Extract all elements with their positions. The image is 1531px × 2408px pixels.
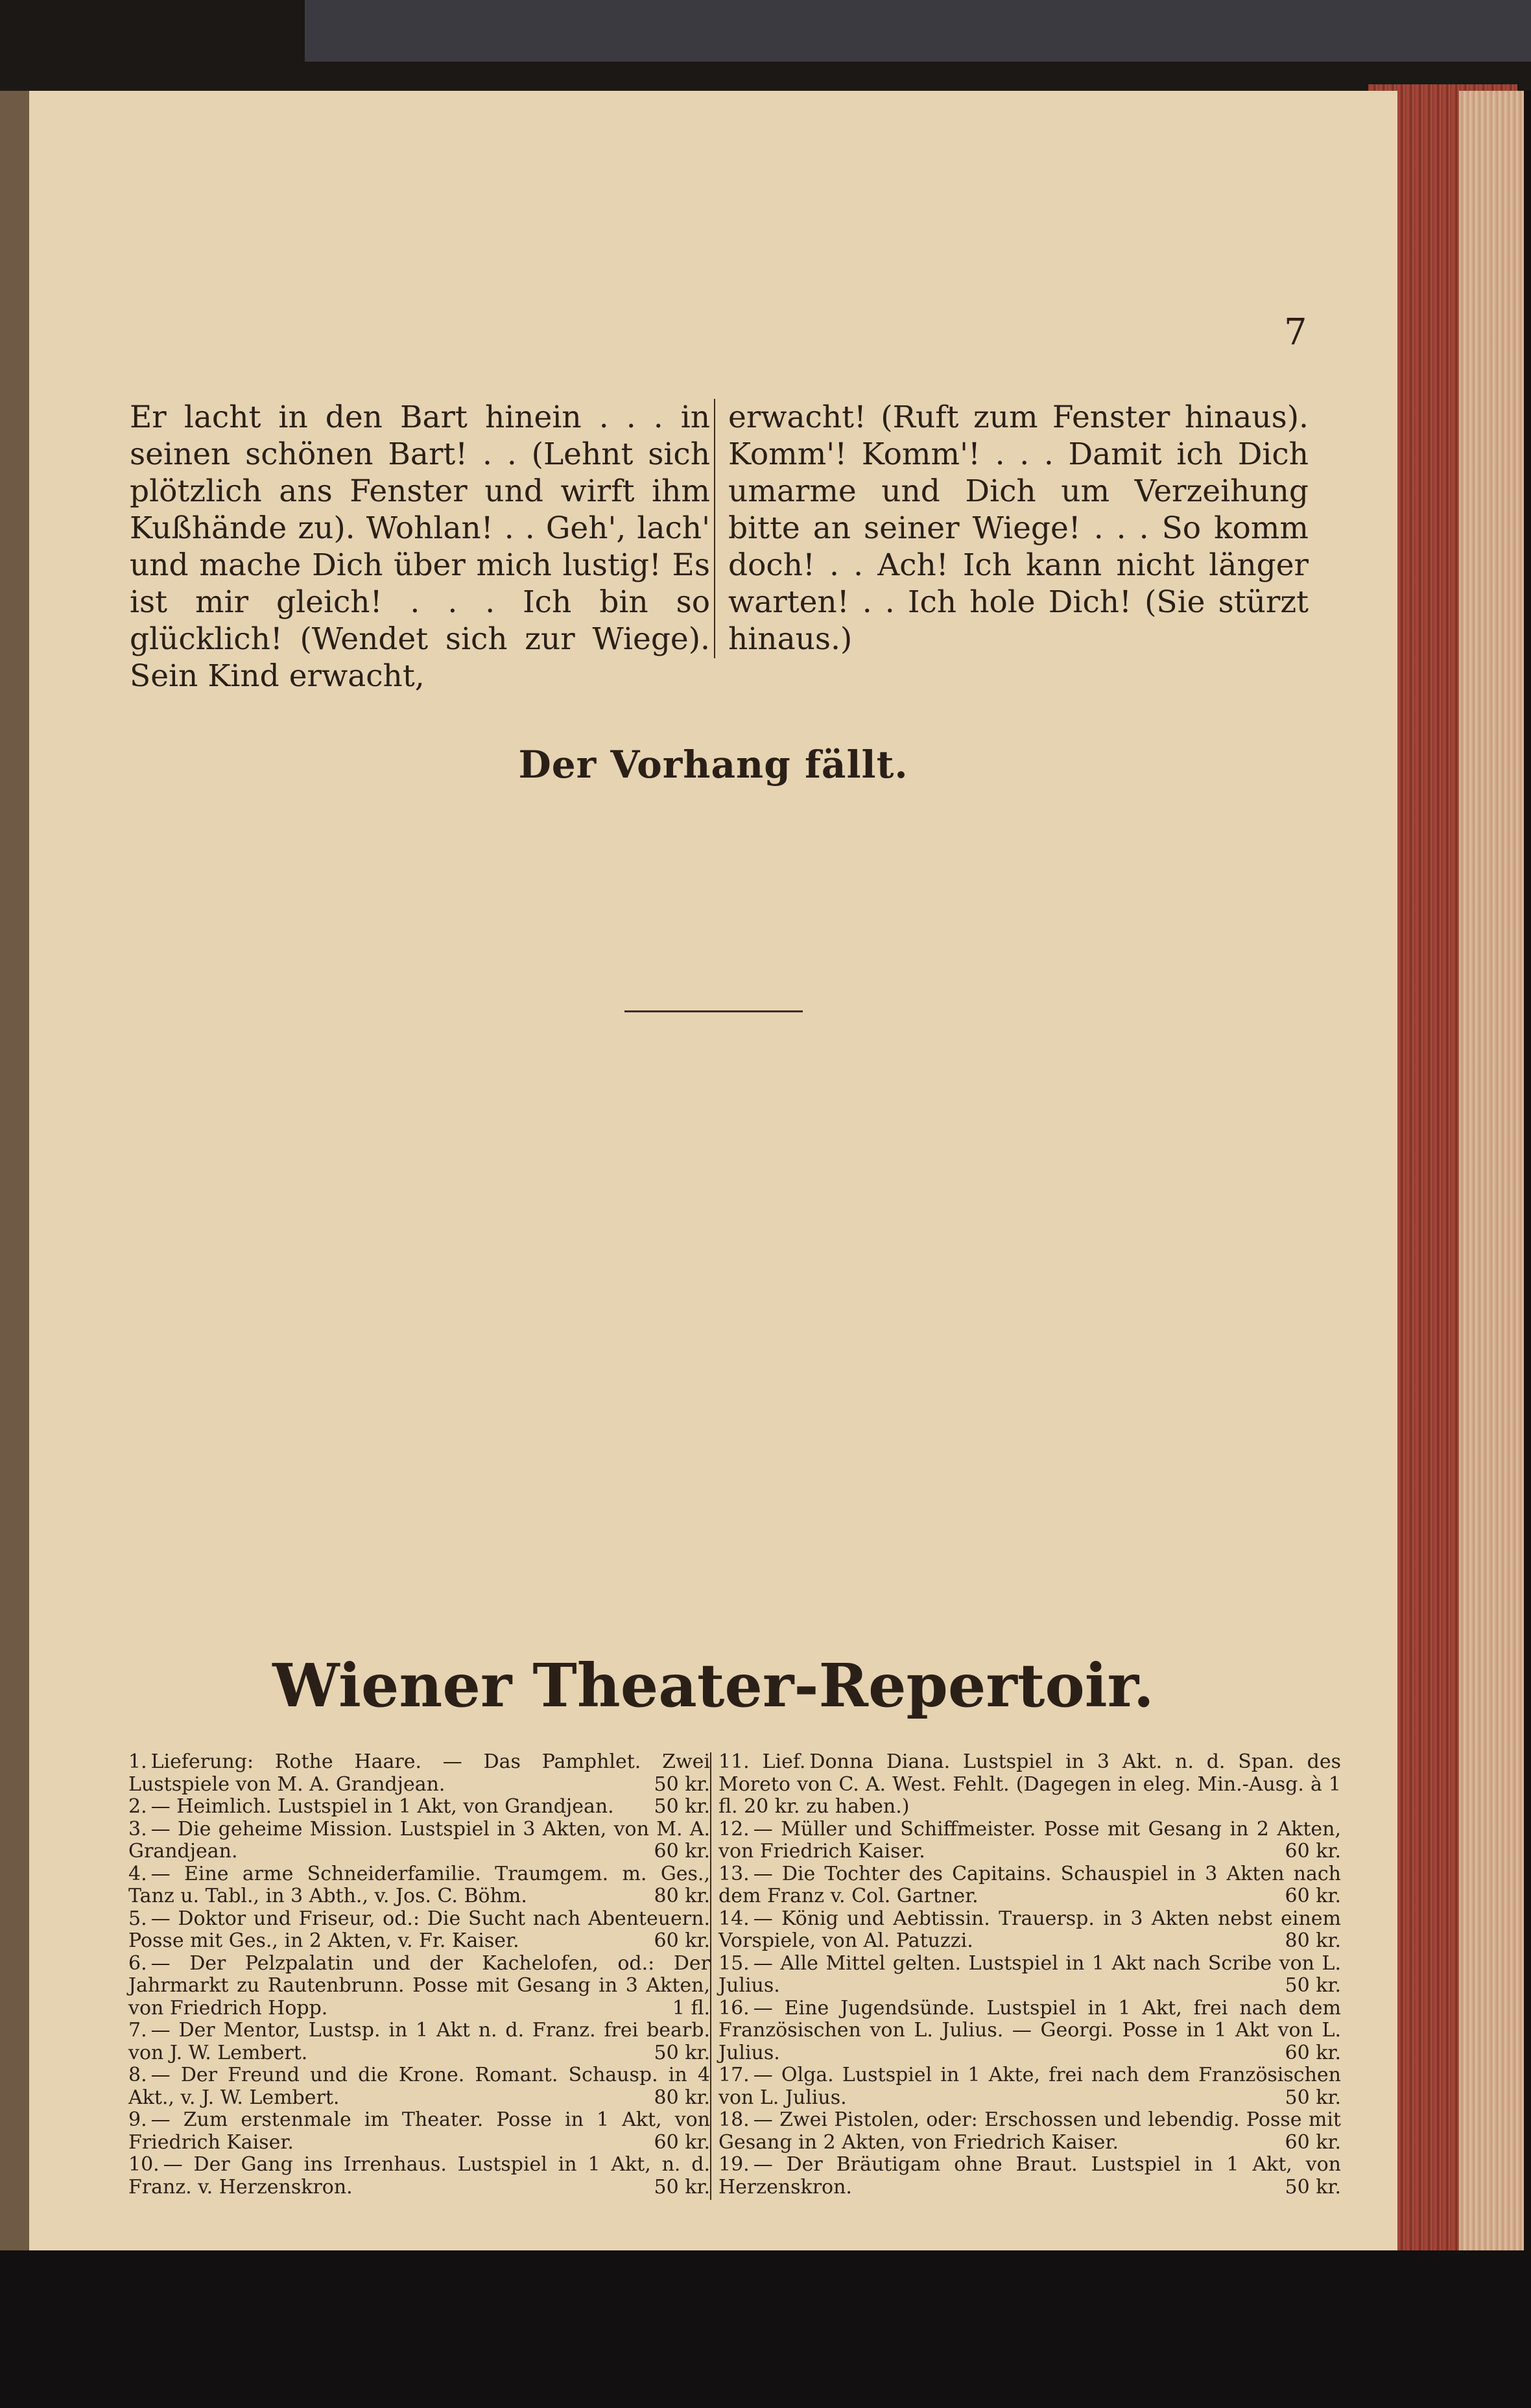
list-item: 11. Lief. Donna Diana. Lustspiel in 3 Akt. n. d. Span. des Moreto von C. A. West. Fehlt. (Dagegen in eleg. Min.-Ausg. à 1 fl. 20 kr. zu haben.): [718, 1750, 1341, 1818]
list-item: 18. — Zwei Pistolen, oder: Erschossen und lebendig. Posse mit Gesang in 2 Akten, von Friedrich Kaiser. 60 kr.: [718, 2108, 1341, 2154]
repertoire-left-list: [104, 1751, 710, 2199]
list-item: 15. — Alle Mittel gelten. Lustspiel in 1 Akt nach Scribe von L. Julius. 50 kr.: [718, 1951, 1341, 1997]
list-item: 3. — Die geheime Mission. Lustspiel in 3 Akten, von M. A. Grandjean. 60 kr.: [128, 1817, 710, 1863]
curtain-line: Der Vorhang fällt.: [518, 743, 908, 787]
list-item: 2. — Heimlich. Lustspiel in 1 Akt, von Grandjean. 50 kr.: [128, 1795, 710, 1818]
page-block-edges-light: [1459, 91, 1524, 2257]
list-item: 1. Lieferung: Rothe Haare. — Das Pamphlet. Zwei Lustspiele von M. A. Grandjean. 50 kr.: [128, 1750, 710, 1796]
list-item: 13. — Die Tochter des Capitains. Schauspiel in 3 Akten nach dem Franz v. Col. Gartner. 60 kr.: [718, 1862, 1341, 1907]
repertoire-title: Wiener Theater-Repertoir.: [272, 1651, 1154, 1721]
dialog-column-divider: [714, 399, 715, 658]
dialog-left-column: Er lacht in den Bart hinein . . . in seinen schönen Bart! . . (Lehnt sich plötzlich ans Fenster und wirft ihm Kußhände zu). Wohlan! . . Geh', lach' und mache Dich über mich lustig! Es ist mir gleich! . . . Ich bin so glücklich! (Wendet sich zur Wiege). Sein Kind erwacht,: [130, 399, 710, 694]
book-cover-edge: [0, 91, 29, 2250]
list-item: 14. — König und Aebtissin. Trauersp. in 3 Akten nebst einem Vorspiele, von Al. Patuzzi. 80 kr.: [718, 1907, 1341, 1952]
page-number: 7: [1284, 311, 1307, 353]
book-binding: [305, 0, 1531, 62]
book-bottom-edge: [0, 2250, 1531, 2408]
list-item: 10. — Der Gang ins Irrenhaus. Lustspiel in 1 Akt, n. d. Franz. v. Herzenskron. 50 kr.: [128, 2153, 710, 2199]
list-item: 12. — Müller und Schiffmeister. Posse mit Gesang in 2 Akten, von Friedrich Kaiser. 60 kr.: [718, 1817, 1341, 1863]
list-item: 6. — Der Pelzpalatin und der Kachelofen, od.: Der Jahrmarkt zu Rautenbrunn. Posse mit Gesang in 3 Akten, von Friedrich Hopp. 1 fl.: [128, 1951, 710, 2020]
dialog-right-column: erwacht! (Ruft zum Fenster hinaus). Komm'! Komm'! . . . Damit ich Dich umarme und Dich um Verzeihung bitte an seiner Wiege! . . . So komm doch! . . Ach! Ich kann nicht länger warten! . . Ich hole Dich! (Sie stürzt hinaus.): [728, 399, 1309, 657]
list-item: 8. — Der Freund und die Krone. Romant. Schausp. in 4 Akt., v. J. W. Lembert. 80 kr.: [128, 2064, 710, 2109]
list-item: 4. — Eine arme Schneiderfamilie. Traumgem. m. Ges., Tanz u. Tabl., in 3 Abth., v. Jos. C. Böhm. 80 kr.: [128, 1862, 710, 1907]
section-divider: [624, 1010, 803, 1012]
list-item: 19. — Der Bräutigam ohne Braut. Lustspiel in 1 Akt, von Herzenskron. 50 kr.: [718, 2153, 1341, 2199]
list-item: 16. — Eine Jugendsünde. Lustspiel in 1 Akt, frei nach dem Französischen von L. Julius. — Georgi. Posse in 1 Akt von L. Julius. 60 kr.: [718, 1996, 1341, 2064]
repertoire-column-divider: [710, 1752, 711, 2200]
list-item: 17. — Olga. Lustspiel in 1 Akte, frei nach dem Französischen von L. Julius. 50 kr.: [718, 2064, 1341, 2109]
list-item: 7. — Der Mentor, Lustsp. in 1 Akt n. d. Franz. frei bearb. von J. W. Lembert. 50 kr.: [128, 2019, 710, 2064]
book-page: [29, 91, 1397, 2250]
list-item: 9. — Zum erstenmale im Theater. Posse in 1 Akt, von Friedrich Kaiser. 60 kr.: [128, 2108, 710, 2154]
repertoire-right-list: [718, 1751, 1341, 2199]
list-item: 5. — Doktor und Friseur, od.: Die Sucht nach Abenteuern. Posse mit Ges., in 2 Akten, v. Fr. Kaiser. 60 kr.: [128, 1907, 710, 1952]
